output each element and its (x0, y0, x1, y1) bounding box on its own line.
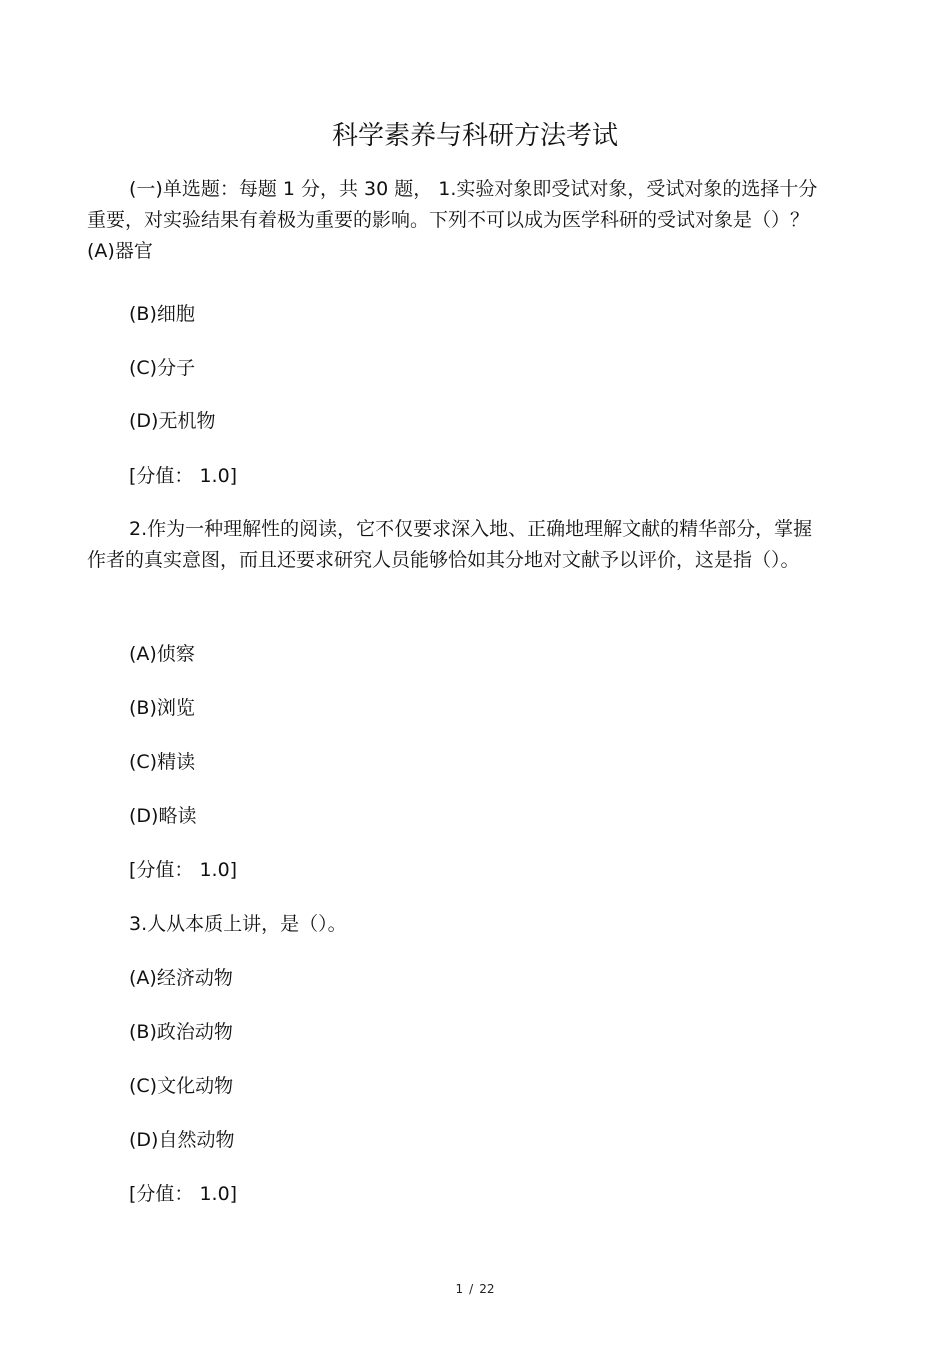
question-3-option-d: (D)自然动物 (129, 1129, 235, 1151)
question-1-option-b: (B)细胞 (129, 303, 195, 325)
question-1-stem: (一)单选题：每题 1 分，共 30 题， 1.实验对象即受试对象，受试对象的选择十分重要，对实验结果有着极为重要的影响。下列不可以成为医学科研的受试对象是（）？ (A)器官 (87, 178, 818, 262)
question-2-stem-block (87, 514, 827, 576)
question-3-stem: 3.人从本质上讲，是（）。 (129, 913, 347, 935)
question-3-option-a: (A)经济动物 (129, 967, 233, 989)
question-1-option-c: (C)分子 (129, 357, 196, 379)
question-3-score: [分值： 1.0] (129, 1183, 238, 1205)
question-1-option-d: (D)无机物 (129, 410, 216, 432)
question-3-option-c: (C)文化动物 (129, 1075, 234, 1097)
question-2-score: [分值： 1.0] (129, 859, 238, 881)
page-separator: / (469, 1282, 474, 1296)
question-1-stem-block (87, 174, 827, 267)
question-2-option-a: (A)侦察 (129, 643, 195, 665)
document-title: 科学素养与科研方法考试 (331, 121, 618, 151)
question-1-score: [分值： 1.0] (129, 465, 238, 487)
question-2-stem: 2.作为一种理解性的阅读，它不仅要求深入地、正确地理解文献的精华部分，掌握作者的真实意图，而且还要求研究人员能够恰如其分地对文献予以评价，这是指（）。 (87, 518, 813, 571)
page-number (0, 1280, 950, 1298)
question-2-option-c: (C)精读 (129, 751, 196, 773)
question-3-option-b: (B)政治动物 (129, 1021, 233, 1043)
page-total: 22 (479, 1282, 495, 1296)
question-2-option-d: (D)略读 (129, 805, 197, 827)
page-current: 1 (455, 1282, 464, 1296)
question-2-option-b: (B)浏览 (129, 697, 195, 719)
